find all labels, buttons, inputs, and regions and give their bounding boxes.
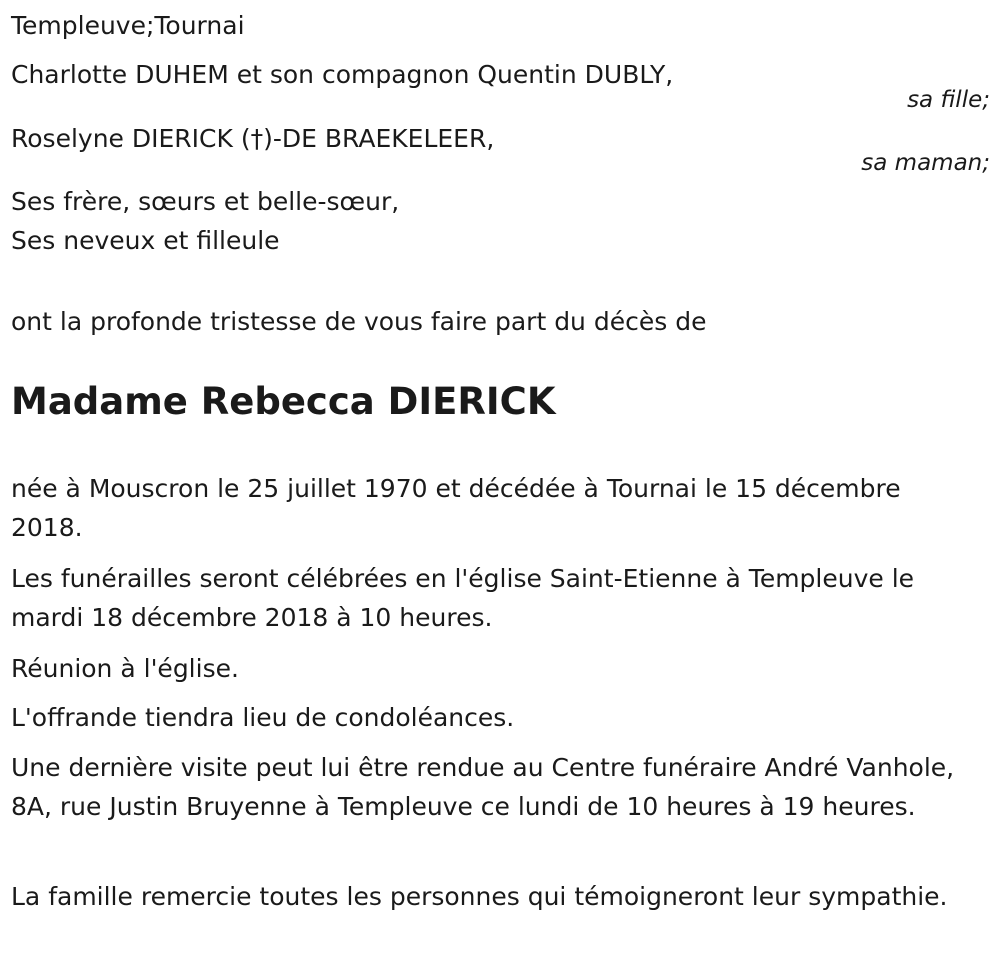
family-role-daughter: sa fille; xyxy=(907,87,990,113)
family-member-nephews: Ses neveux et filleule xyxy=(11,226,280,255)
family-member-mother: Roselyne DIERICK (†)-DE BRAEKELEER, xyxy=(11,124,495,153)
visitation-info: Une dernière visite peut lui être rendue au Centre funéraire André Vanhole, 8A, rue Justin Bruyenne à Templeuve ce lundi de 10 heures à 19 heures. xyxy=(11,753,955,821)
funeral-details: Les funérailles seront célébrées en l'église Saint-Etienne à Templeuve le mardi 18 décembre 2018 à 10 heures. xyxy=(11,564,915,632)
deceased-name: Madame Rebecca DIERICK xyxy=(11,380,556,423)
location: Templeuve;Tournai xyxy=(11,11,245,40)
family-member-daughter: Charlotte DUHEM et son compagnon Quentin DUBLY, xyxy=(11,60,674,89)
family-role-mother: sa maman; xyxy=(861,150,990,176)
family-member-siblings: Ses frère, sœurs et belle-sœur, xyxy=(11,187,400,216)
announcement-intro: ont la profonde tristesse de vous faire part du décès de xyxy=(11,307,707,336)
gathering-info: Réunion à l'église. xyxy=(11,654,239,683)
offering-info: L'offrande tiendra lieu de condoléances. xyxy=(11,703,515,732)
birth-death-dates: née à Mouscron le 25 juillet 1970 et décédée à Tournai le 15 décembre 2018. xyxy=(11,474,901,542)
thanks-message: La famille remercie toutes les personnes qui témoigneront leur sympathie. xyxy=(11,882,948,911)
